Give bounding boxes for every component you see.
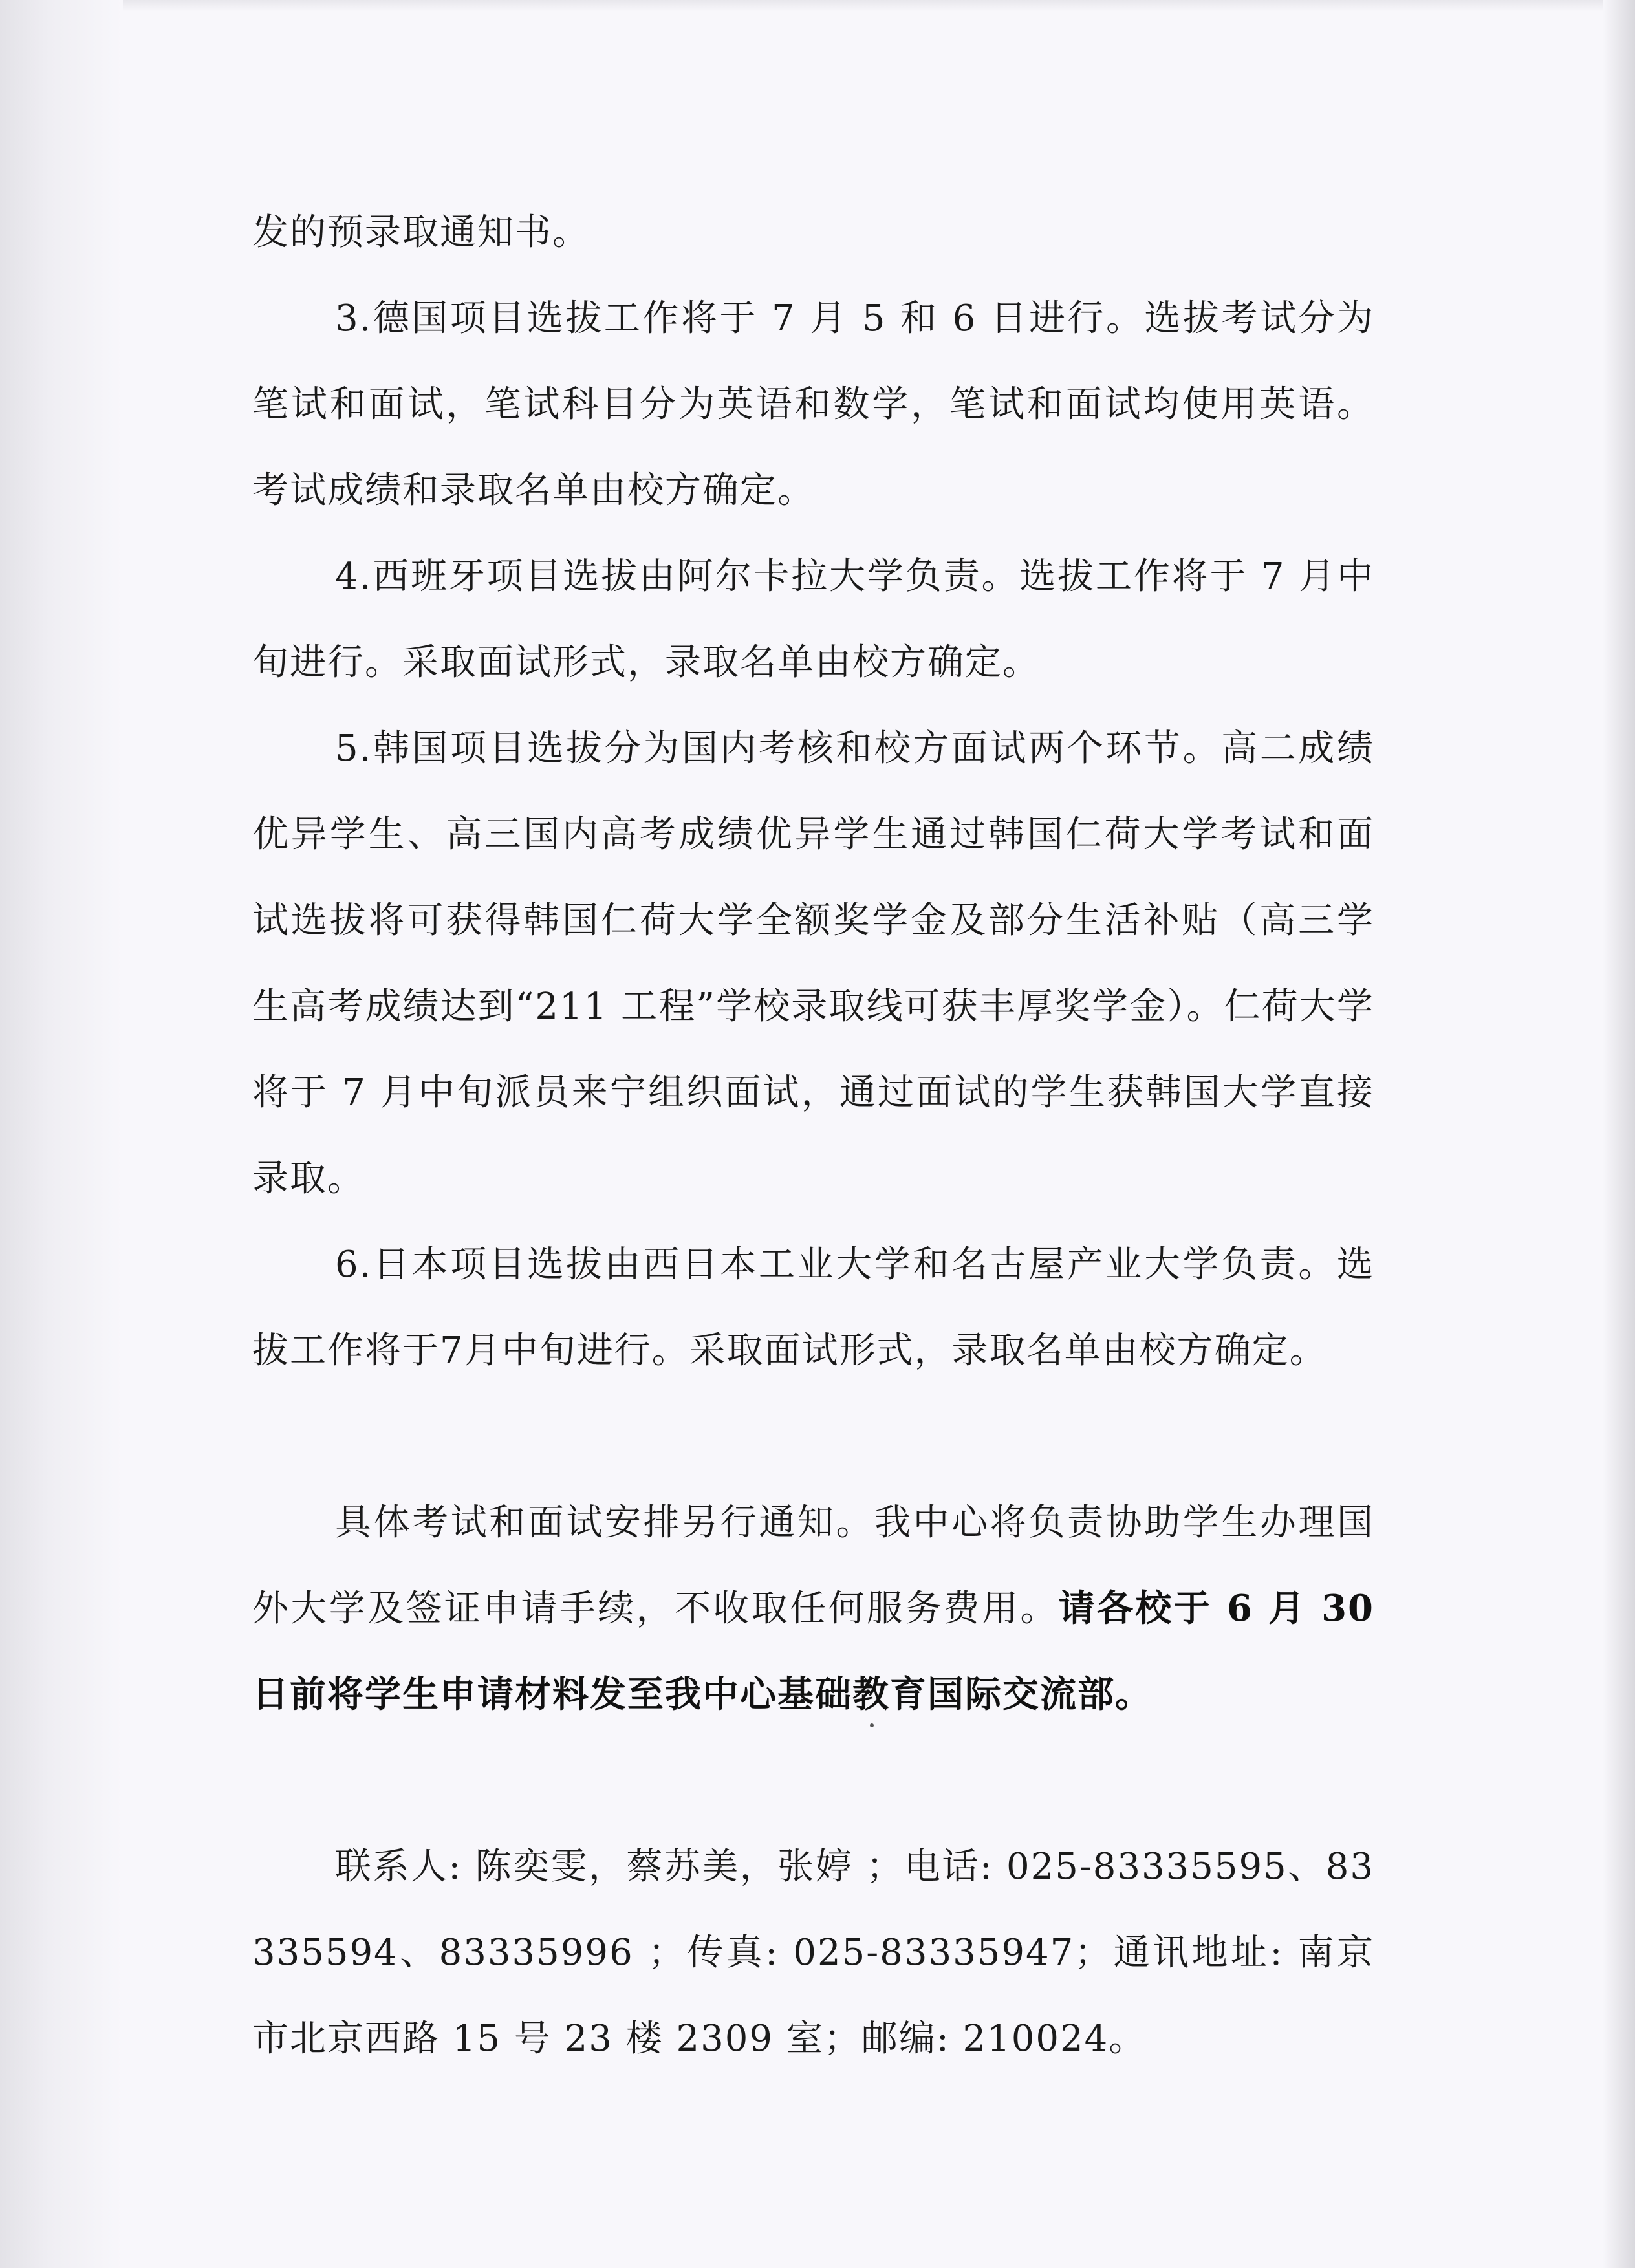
scan-speck — [870, 1723, 874, 1727]
page-left-binding-shadow — [0, 0, 123, 2268]
page-top-edge — [0, 0, 1635, 12]
paragraph-spain: 4.西班牙项目选拔由阿尔卡拉大学负责。选拔工作将于 7 月中旬进行。采取面试形式，录取名单由校方确定。 — [252, 556, 1374, 684]
paragraph-continuation: 发的预录取通知书。 — [252, 211, 590, 254]
paragraph-germany: 3.德国项目选拔工作将于 7 月 5 和 6 日进行。选拔考试分为笔试和面试，笔试科目分为英语和数学，笔试和面试均使用英语。考试成绩和录取名单由校方确定。 — [252, 297, 1374, 512]
closing-normal-text: 具体考试和面试安排另行通知。我中心将负责协助学生办理国外大学及签证申请手续，不收取任何服务费用。 — [252, 1502, 1374, 1630]
paragraph-korea: 5.韩国项目选拔分为国内考核和校方面试两个环节。高二成绩优异学生、高三国内高考成绩优异学生通过韩国仁荷大学考试和面试选拔将可获得韩国仁荷大学全额奖学金及部分生活补贴（高三学生高考成绩达到“211 工程”学校录取线可获丰厚奖学金）。仁荷大学将于 7 月中旬派员来宁组织面试，通过面试的学生获韩国大学直接录取。 — [252, 728, 1374, 1200]
paragraph-contact: 联系人: 陈奕雯，蔡苏美，张婷 ；电话: 025-83335595、83335594、83335996 ；传真: 025-83335947；通讯地址: 南京市北京西路 15 号 23 楼 2309 室；邮编: 210024。 — [252, 1846, 1374, 2060]
paragraph-japan: 6.日本项目选拔由西日本工业大学和名古屋产业大学负责。选拔工作将于7月中旬进行。采取面试形式，录取名单由校方确定。 — [252, 1244, 1374, 1372]
page-right-edge-shadow — [1603, 0, 1635, 2268]
closing-bold-text: 请各校于 6 月 30 日前将学生申请材料发至我中心基础教育国际交流部。 — [252, 1587, 1374, 1716]
paragraph-closing — [252, 1480, 1374, 1738]
